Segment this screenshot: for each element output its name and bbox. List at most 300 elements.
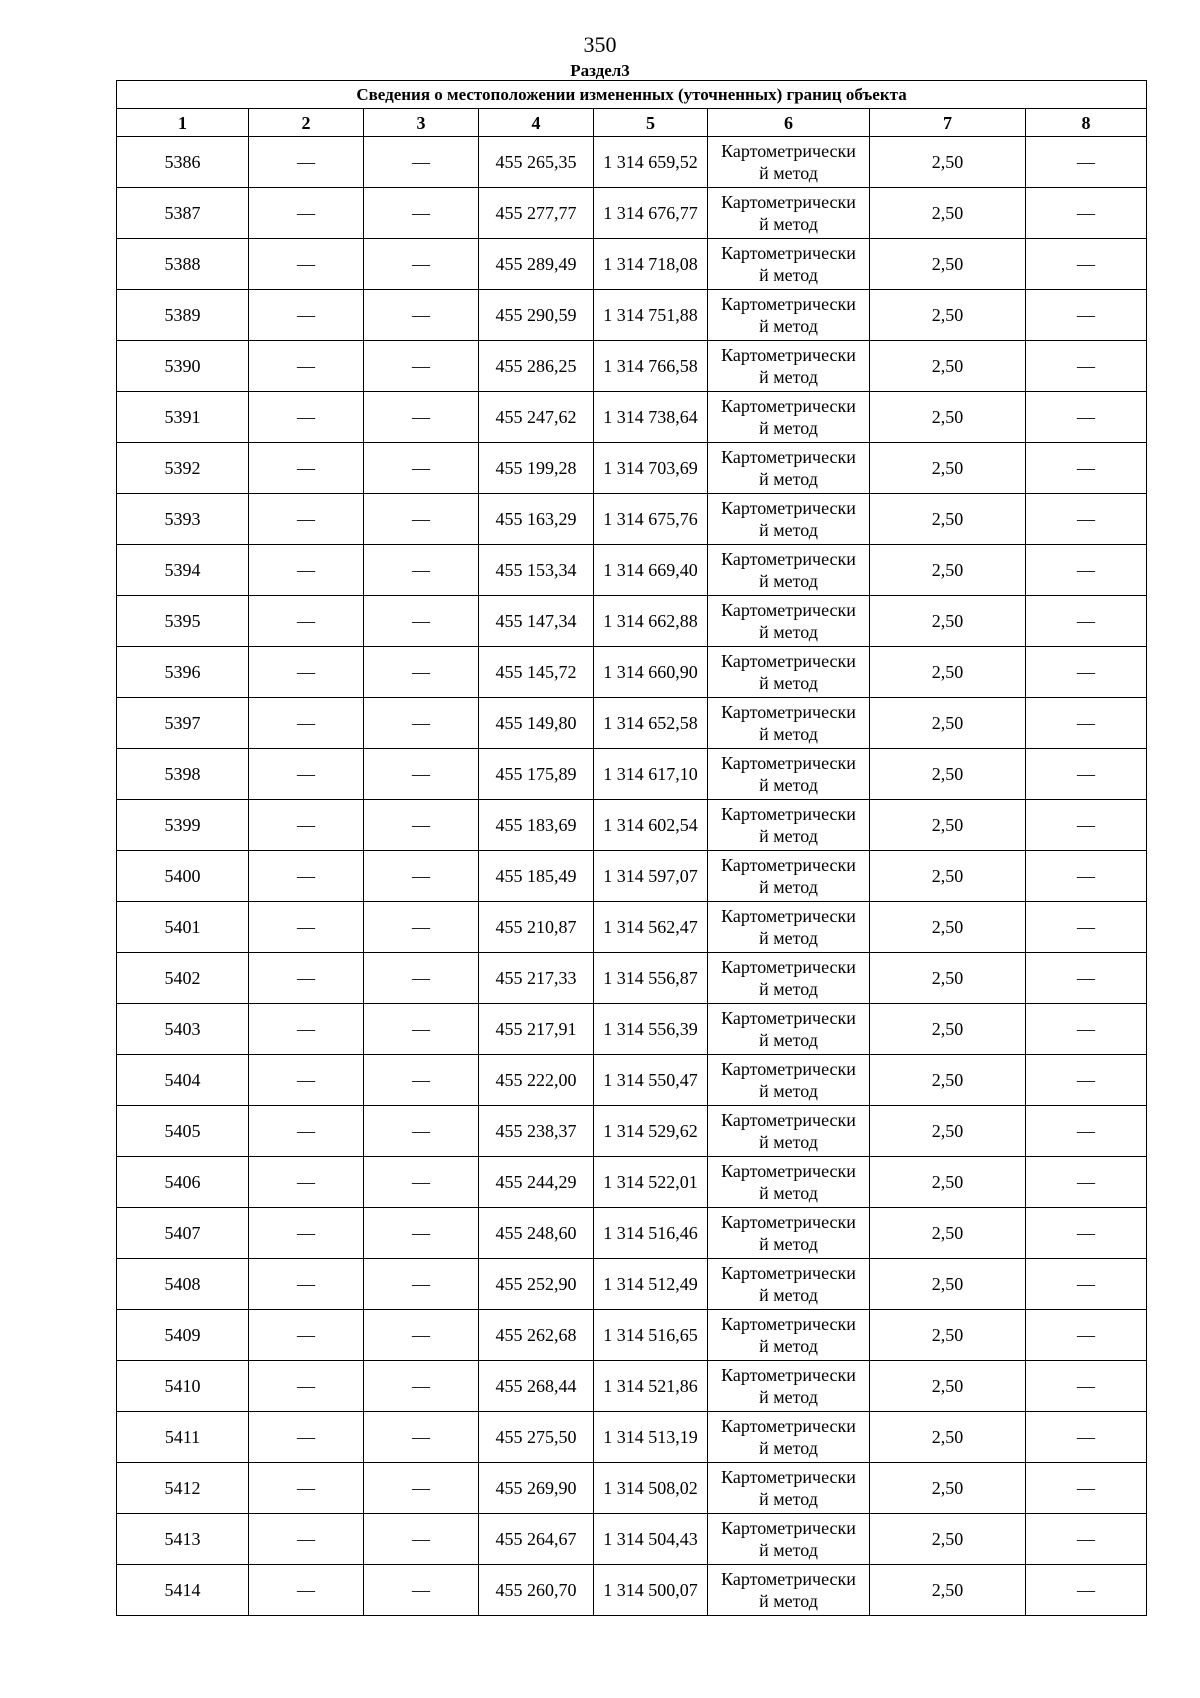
method-cell	[708, 137, 870, 188]
x-coordinate-cell: 455 260,70	[479, 1565, 594, 1616]
method-line: Картометрически	[721, 1212, 856, 1232]
method-line: Картометрически	[721, 702, 856, 722]
point-number-cell: 5412	[117, 1463, 249, 1514]
empty-dash-cell: —	[249, 494, 364, 545]
empty-dash-cell: —	[1026, 392, 1147, 443]
table-row	[117, 1361, 1147, 1412]
accuracy-cell: 2,50	[870, 341, 1026, 392]
empty-dash-cell: —	[249, 953, 364, 1004]
method-cell	[708, 1565, 870, 1616]
x-coordinate-cell: 455 275,50	[479, 1412, 594, 1463]
method-line: Картометрически	[721, 447, 856, 467]
method-line: й метод	[759, 826, 818, 846]
empty-dash-cell: —	[249, 1310, 364, 1361]
method-cell	[708, 1514, 870, 1565]
empty-dash-cell: —	[364, 341, 479, 392]
table-row	[117, 1514, 1147, 1565]
table-row	[117, 188, 1147, 239]
empty-dash-cell: —	[249, 698, 364, 749]
empty-dash-cell: —	[1026, 800, 1147, 851]
method-line: й метод	[759, 265, 818, 285]
empty-dash-cell: —	[1026, 647, 1147, 698]
empty-dash-cell: —	[1026, 953, 1147, 1004]
accuracy-cell: 2,50	[870, 1259, 1026, 1310]
empty-dash-cell: —	[1026, 1157, 1147, 1208]
method-line: й метод	[759, 877, 818, 897]
method-cell	[708, 443, 870, 494]
point-number-cell: 5397	[117, 698, 249, 749]
empty-dash-cell: —	[1026, 1463, 1147, 1514]
accuracy-cell: 2,50	[870, 1412, 1026, 1463]
point-number-cell: 5393	[117, 494, 249, 545]
table-row	[117, 953, 1147, 1004]
column-number: 8	[1026, 109, 1147, 137]
x-coordinate-cell: 455 199,28	[479, 443, 594, 494]
accuracy-cell: 2,50	[870, 290, 1026, 341]
method-line: й метод	[759, 1081, 818, 1101]
accuracy-cell: 2,50	[870, 1565, 1026, 1616]
accuracy-cell: 2,50	[870, 1208, 1026, 1259]
y-coordinate-cell: 1 314 766,58	[594, 341, 708, 392]
accuracy-cell: 2,50	[870, 698, 1026, 749]
method-cell	[708, 1463, 870, 1514]
method-line: Картометрически	[721, 1467, 856, 1487]
empty-dash-cell: —	[1026, 698, 1147, 749]
empty-dash-cell: —	[1026, 1310, 1147, 1361]
y-coordinate-cell: 1 314 602,54	[594, 800, 708, 851]
boundary-coordinates-table	[116, 80, 1147, 1616]
empty-dash-cell: —	[364, 1055, 479, 1106]
y-coordinate-cell: 1 314 504,43	[594, 1514, 708, 1565]
method-line: й метод	[759, 673, 818, 693]
accuracy-cell: 2,50	[870, 596, 1026, 647]
method-line: й метод	[759, 316, 818, 336]
x-coordinate-cell: 455 149,80	[479, 698, 594, 749]
method-cell	[708, 800, 870, 851]
y-coordinate-cell: 1 314 516,46	[594, 1208, 708, 1259]
point-number-cell: 5402	[117, 953, 249, 1004]
x-coordinate-cell: 455 289,49	[479, 239, 594, 290]
method-line: Картометрически	[721, 855, 856, 875]
empty-dash-cell: —	[249, 1565, 364, 1616]
empty-dash-cell: —	[249, 1514, 364, 1565]
empty-dash-cell: —	[364, 800, 479, 851]
empty-dash-cell: —	[249, 1463, 364, 1514]
method-cell	[708, 392, 870, 443]
method-cell	[708, 1157, 870, 1208]
method-line: й метод	[759, 1540, 818, 1560]
method-cell	[708, 1361, 870, 1412]
accuracy-cell: 2,50	[870, 647, 1026, 698]
table-row	[117, 1259, 1147, 1310]
empty-dash-cell: —	[364, 1565, 479, 1616]
accuracy-cell: 2,50	[870, 1055, 1026, 1106]
empty-dash-cell: —	[249, 392, 364, 443]
method-cell	[708, 1208, 870, 1259]
method-line: Картометрически	[721, 1365, 856, 1385]
empty-dash-cell: —	[249, 545, 364, 596]
empty-dash-cell: —	[364, 1412, 479, 1463]
accuracy-cell: 2,50	[870, 1157, 1026, 1208]
column-number: 6	[708, 109, 870, 137]
method-cell	[708, 494, 870, 545]
method-line: Картометрически	[721, 1059, 856, 1079]
method-line: й метод	[759, 1234, 818, 1254]
page-number: 350	[583, 32, 617, 57]
method-line: й метод	[759, 1183, 818, 1203]
table-row	[117, 1463, 1147, 1514]
empty-dash-cell: —	[1026, 443, 1147, 494]
accuracy-cell: 2,50	[870, 1310, 1026, 1361]
accuracy-cell: 2,50	[870, 902, 1026, 953]
empty-dash-cell: —	[364, 851, 479, 902]
method-line: Картометрически	[721, 1008, 856, 1028]
empty-dash-cell: —	[364, 698, 479, 749]
accuracy-cell: 2,50	[870, 239, 1026, 290]
empty-dash-cell: —	[1026, 1412, 1147, 1463]
empty-dash-cell: —	[249, 596, 364, 647]
table-row	[117, 1055, 1147, 1106]
table-row	[117, 698, 1147, 749]
method-line: Картометрически	[721, 804, 856, 824]
x-coordinate-cell: 455 163,29	[479, 494, 594, 545]
empty-dash-cell: —	[249, 1157, 364, 1208]
empty-dash-cell: —	[249, 1412, 364, 1463]
empty-dash-cell: —	[364, 1157, 479, 1208]
method-line: Картометрически	[721, 141, 856, 161]
table-title: Сведения о местоположении измененных (уточненных) границ объекта	[117, 81, 1147, 109]
empty-dash-cell: —	[364, 953, 479, 1004]
empty-dash-cell: —	[364, 1106, 479, 1157]
empty-dash-cell: —	[364, 239, 479, 290]
column-number: 2	[249, 109, 364, 137]
method-line: й метод	[759, 367, 818, 387]
method-line: Картометрически	[721, 192, 856, 212]
method-cell	[708, 290, 870, 341]
method-cell	[708, 953, 870, 1004]
y-coordinate-cell: 1 314 662,88	[594, 596, 708, 647]
method-line: Картометрически	[721, 243, 856, 263]
method-cell	[708, 698, 870, 749]
empty-dash-cell: —	[249, 443, 364, 494]
method-cell	[708, 851, 870, 902]
table-row	[117, 1565, 1147, 1616]
method-line: й метод	[759, 1285, 818, 1305]
method-line: й метод	[759, 1591, 818, 1611]
method-line: й метод	[759, 214, 818, 234]
method-cell	[708, 596, 870, 647]
empty-dash-cell: —	[249, 1055, 364, 1106]
accuracy-cell: 2,50	[870, 494, 1026, 545]
empty-dash-cell: —	[364, 494, 479, 545]
point-number-cell: 5411	[117, 1412, 249, 1463]
method-line: й метод	[759, 163, 818, 183]
table-row	[117, 341, 1147, 392]
empty-dash-cell: —	[364, 545, 479, 596]
empty-dash-cell: —	[364, 188, 479, 239]
empty-dash-cell: —	[249, 1259, 364, 1310]
y-coordinate-cell: 1 314 562,47	[594, 902, 708, 953]
method-line: Картометрически	[721, 345, 856, 365]
point-number-cell: 5407	[117, 1208, 249, 1259]
empty-dash-cell: —	[1026, 290, 1147, 341]
accuracy-cell: 2,50	[870, 749, 1026, 800]
empty-dash-cell: —	[1026, 596, 1147, 647]
method-line: Картометрически	[721, 1110, 856, 1130]
empty-dash-cell: —	[1026, 1361, 1147, 1412]
y-coordinate-cell: 1 314 738,64	[594, 392, 708, 443]
method-line: й метод	[759, 1030, 818, 1050]
empty-dash-cell: —	[1026, 851, 1147, 902]
empty-dash-cell: —	[1026, 902, 1147, 953]
table-body	[117, 137, 1147, 1616]
accuracy-cell: 2,50	[870, 545, 1026, 596]
point-number-cell: 5400	[117, 851, 249, 902]
accuracy-cell: 2,50	[870, 1361, 1026, 1412]
point-number-cell: 5406	[117, 1157, 249, 1208]
method-cell	[708, 902, 870, 953]
point-number-cell: 5396	[117, 647, 249, 698]
method-line: й метод	[759, 928, 818, 948]
method-line: Картометрически	[721, 1263, 856, 1283]
y-coordinate-cell: 1 314 652,58	[594, 698, 708, 749]
y-coordinate-cell: 1 314 659,52	[594, 137, 708, 188]
point-number-cell: 5395	[117, 596, 249, 647]
method-line: Картометрически	[721, 600, 856, 620]
empty-dash-cell: —	[1026, 239, 1147, 290]
empty-dash-cell: —	[249, 188, 364, 239]
x-coordinate-cell: 455 222,00	[479, 1055, 594, 1106]
method-line: Картометрически	[721, 957, 856, 977]
y-coordinate-cell: 1 314 516,65	[594, 1310, 708, 1361]
table-row	[117, 1157, 1147, 1208]
empty-dash-cell: —	[364, 647, 479, 698]
method-line: й метод	[759, 1438, 818, 1458]
point-number-cell: 5408	[117, 1259, 249, 1310]
y-coordinate-cell: 1 314 675,76	[594, 494, 708, 545]
x-coordinate-cell: 455 248,60	[479, 1208, 594, 1259]
table-row	[117, 494, 1147, 545]
empty-dash-cell: —	[249, 137, 364, 188]
point-number-cell: 5409	[117, 1310, 249, 1361]
table-row	[117, 800, 1147, 851]
empty-dash-cell: —	[1026, 1106, 1147, 1157]
empty-dash-cell: —	[249, 1361, 364, 1412]
column-number: 1	[117, 109, 249, 137]
method-line: й метод	[759, 469, 818, 489]
empty-dash-cell: —	[364, 749, 479, 800]
empty-dash-cell: —	[249, 749, 364, 800]
table-row	[117, 1208, 1147, 1259]
method-line: й метод	[759, 622, 818, 642]
column-number: 4	[479, 109, 594, 137]
empty-dash-cell: —	[364, 1208, 479, 1259]
method-line: й метод	[759, 571, 818, 591]
method-line: й метод	[759, 1489, 818, 1509]
method-cell	[708, 647, 870, 698]
x-coordinate-cell: 455 244,29	[479, 1157, 594, 1208]
accuracy-cell: 2,50	[870, 1004, 1026, 1055]
method-cell	[708, 1310, 870, 1361]
section-label: Раздел3	[570, 61, 630, 80]
point-number-cell: 5403	[117, 1004, 249, 1055]
empty-dash-cell: —	[1026, 137, 1147, 188]
table-row	[117, 239, 1147, 290]
method-cell	[708, 1055, 870, 1106]
accuracy-cell: 2,50	[870, 953, 1026, 1004]
x-coordinate-cell: 455 175,89	[479, 749, 594, 800]
x-coordinate-cell: 455 264,67	[479, 1514, 594, 1565]
column-number: 5	[594, 109, 708, 137]
x-coordinate-cell: 455 210,87	[479, 902, 594, 953]
y-coordinate-cell: 1 314 617,10	[594, 749, 708, 800]
table-row	[117, 1412, 1147, 1463]
y-coordinate-cell: 1 314 703,69	[594, 443, 708, 494]
empty-dash-cell: —	[1026, 341, 1147, 392]
table-row	[117, 851, 1147, 902]
empty-dash-cell: —	[364, 1361, 479, 1412]
empty-dash-cell: —	[1026, 188, 1147, 239]
point-number-cell: 5386	[117, 137, 249, 188]
table-row	[117, 290, 1147, 341]
y-coordinate-cell: 1 314 550,47	[594, 1055, 708, 1106]
empty-dash-cell: —	[364, 1004, 479, 1055]
method-line: й метод	[759, 979, 818, 999]
empty-dash-cell: —	[1026, 1259, 1147, 1310]
point-number-cell: 5405	[117, 1106, 249, 1157]
x-coordinate-cell: 455 277,77	[479, 188, 594, 239]
empty-dash-cell: —	[364, 1463, 479, 1514]
method-line: Картометрически	[721, 1569, 856, 1589]
empty-dash-cell: —	[1026, 1514, 1147, 1565]
y-coordinate-cell: 1 314 522,01	[594, 1157, 708, 1208]
empty-dash-cell: —	[364, 443, 479, 494]
method-cell	[708, 749, 870, 800]
x-coordinate-cell: 455 147,34	[479, 596, 594, 647]
table-row	[117, 647, 1147, 698]
point-number-cell: 5394	[117, 545, 249, 596]
y-coordinate-cell: 1 314 597,07	[594, 851, 708, 902]
x-coordinate-cell: 455 183,69	[479, 800, 594, 851]
method-line: Картометрически	[721, 1416, 856, 1436]
point-number-cell: 5387	[117, 188, 249, 239]
table-row	[117, 1310, 1147, 1361]
method-line: Картометрически	[721, 1161, 856, 1181]
accuracy-cell: 2,50	[870, 1463, 1026, 1514]
empty-dash-cell: —	[249, 1106, 364, 1157]
method-cell	[708, 341, 870, 392]
point-number-cell: 5399	[117, 800, 249, 851]
method-line: Картометрически	[721, 294, 856, 314]
method-line: Картометрически	[721, 753, 856, 773]
empty-dash-cell: —	[249, 851, 364, 902]
point-number-cell: 5414	[117, 1565, 249, 1616]
method-line: Картометрически	[721, 906, 856, 926]
x-coordinate-cell: 455 262,68	[479, 1310, 594, 1361]
column-number: 7	[870, 109, 1026, 137]
method-cell	[708, 545, 870, 596]
accuracy-cell: 2,50	[870, 188, 1026, 239]
empty-dash-cell: —	[364, 1259, 479, 1310]
empty-dash-cell: —	[249, 290, 364, 341]
accuracy-cell: 2,50	[870, 1514, 1026, 1565]
method-line: й метод	[759, 520, 818, 540]
y-coordinate-cell: 1 314 513,19	[594, 1412, 708, 1463]
x-coordinate-cell: 455 269,90	[479, 1463, 594, 1514]
x-coordinate-cell: 455 217,91	[479, 1004, 594, 1055]
y-coordinate-cell: 1 314 669,40	[594, 545, 708, 596]
method-cell	[708, 188, 870, 239]
accuracy-cell: 2,50	[870, 443, 1026, 494]
method-line: Картометрически	[721, 651, 856, 671]
point-number-cell: 5392	[117, 443, 249, 494]
method-line: й метод	[759, 1336, 818, 1356]
empty-dash-cell: —	[249, 1004, 364, 1055]
empty-dash-cell: —	[364, 596, 479, 647]
method-line: Картометрически	[721, 396, 856, 416]
empty-dash-cell: —	[249, 647, 364, 698]
empty-dash-cell: —	[1026, 1208, 1147, 1259]
x-coordinate-cell: 455 265,35	[479, 137, 594, 188]
x-coordinate-cell: 455 153,34	[479, 545, 594, 596]
y-coordinate-cell: 1 314 556,87	[594, 953, 708, 1004]
empty-dash-cell: —	[364, 902, 479, 953]
empty-dash-cell: —	[249, 1208, 364, 1259]
method-line: й метод	[759, 724, 818, 744]
method-line: Картометрически	[721, 1314, 856, 1334]
empty-dash-cell: —	[249, 341, 364, 392]
empty-dash-cell: —	[364, 1514, 479, 1565]
point-number-cell: 5410	[117, 1361, 249, 1412]
table-row	[117, 596, 1147, 647]
point-number-cell: 5398	[117, 749, 249, 800]
column-number: 3	[364, 109, 479, 137]
x-coordinate-cell: 455 290,59	[479, 290, 594, 341]
empty-dash-cell: —	[364, 290, 479, 341]
y-coordinate-cell: 1 314 676,77	[594, 188, 708, 239]
empty-dash-cell: —	[249, 800, 364, 851]
empty-dash-cell: —	[364, 137, 479, 188]
point-number-cell: 5389	[117, 290, 249, 341]
method-cell	[708, 1004, 870, 1055]
table-row	[117, 1106, 1147, 1157]
table-row	[117, 392, 1147, 443]
empty-dash-cell: —	[1026, 749, 1147, 800]
x-coordinate-cell: 455 185,49	[479, 851, 594, 902]
y-coordinate-cell: 1 314 508,02	[594, 1463, 708, 1514]
point-number-cell: 5404	[117, 1055, 249, 1106]
empty-dash-cell: —	[364, 392, 479, 443]
point-number-cell: 5401	[117, 902, 249, 953]
accuracy-cell: 2,50	[870, 392, 1026, 443]
x-coordinate-cell: 455 238,37	[479, 1106, 594, 1157]
method-cell	[708, 1412, 870, 1463]
method-line: й метод	[759, 1387, 818, 1407]
x-coordinate-cell: 455 247,62	[479, 392, 594, 443]
y-coordinate-cell: 1 314 660,90	[594, 647, 708, 698]
table-row	[117, 1004, 1147, 1055]
x-coordinate-cell: 455 145,72	[479, 647, 594, 698]
table-row	[117, 749, 1147, 800]
x-coordinate-cell: 455 286,25	[479, 341, 594, 392]
x-coordinate-cell: 455 252,90	[479, 1259, 594, 1310]
y-coordinate-cell: 1 314 512,49	[594, 1259, 708, 1310]
method-line: Картометрически	[721, 549, 856, 569]
empty-dash-cell: —	[1026, 1004, 1147, 1055]
empty-dash-cell: —	[1026, 494, 1147, 545]
empty-dash-cell: —	[364, 1310, 479, 1361]
empty-dash-cell: —	[1026, 1055, 1147, 1106]
